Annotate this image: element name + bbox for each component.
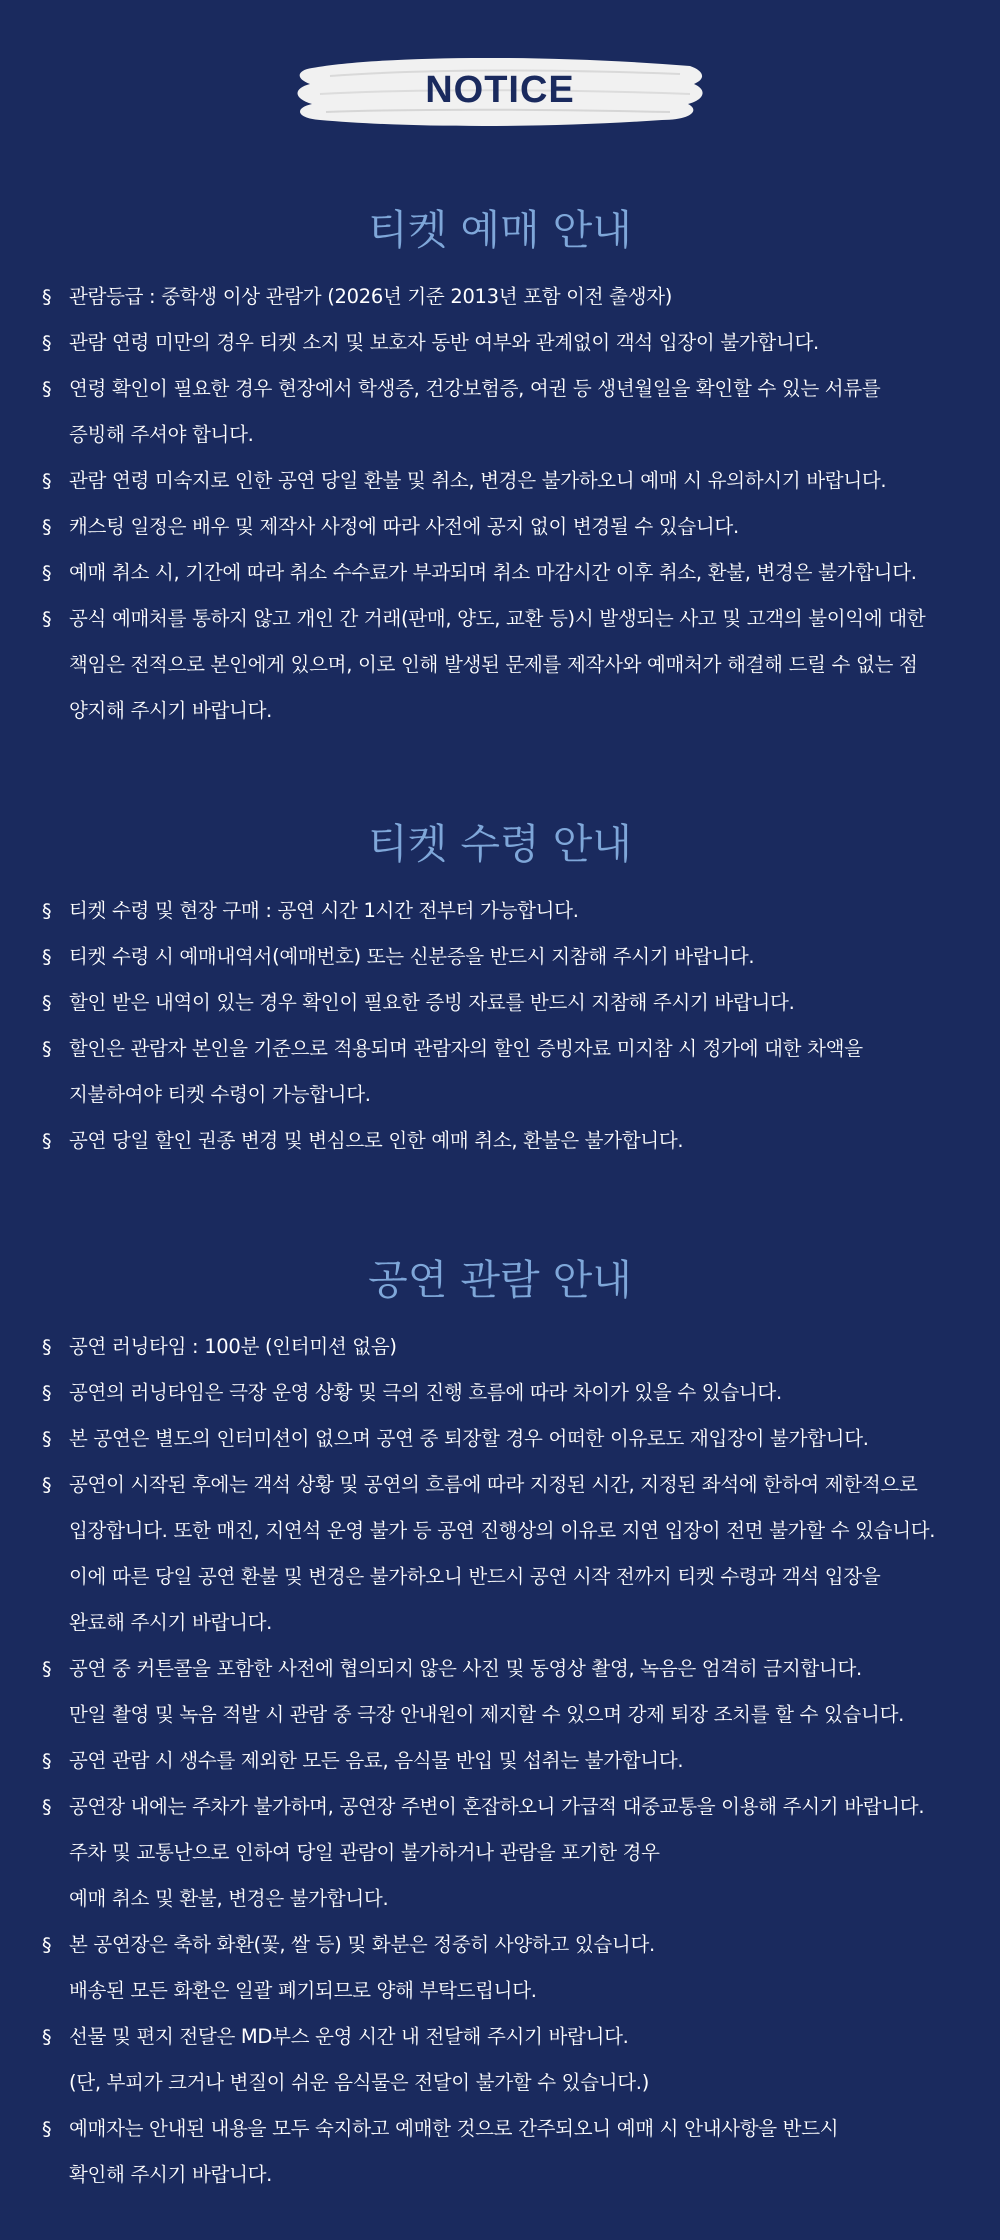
list-item: [0, 2106, 1000, 2198]
notice-list: [0, 888, 1000, 1164]
list-item: [0, 1118, 1000, 1164]
list-item-text: 티켓 수령 시 예매내역서(예매번호) 또는 신분증을 반드시 지참해 주시기 바랍니다.: [69, 945, 755, 968]
list-item: [0, 888, 1000, 934]
section-bullet-icon: §: [42, 608, 52, 630]
list-item-text: 예매자는 안내된 내용을 모두 숙지하고 예매한 것으로 간주되오니 예매 시 안내사항을 반드시 확인해 주시기 바랍니다.: [69, 2117, 839, 2186]
list-item: [0, 458, 1000, 504]
section-bullet-icon: §: [42, 1336, 52, 1358]
list-item-text: 관람등급 : 중학생 이상 관람가 (2026년 기준 2013년 포함 이전 출생자): [69, 285, 673, 308]
section-bullet-icon: §: [42, 1796, 52, 1818]
section-bullet-icon: §: [42, 1130, 52, 1152]
list-item-text: 공연이 시작된 후에는 객석 상황 및 공연의 흐름에 따라 지정된 시간, 지정된 좌석에 한하여 제한적으로 입장합니다. 또한 매진, 지연석 운영 불가 등 공연 진행상의 이유로 지연 입장이 전면 불가할 수 있습니다. 이에 따른 당일 공연 환불 및 변경은 불가하오니 반드시 공연 시작 전까지 티켓 수령과 객석 입장을 완료해 주시기 바랍니다.: [69, 1473, 936, 1634]
section-title: 공연 관람 안내: [368, 1256, 632, 1304]
list-item: [0, 320, 1000, 366]
section-bullet-icon: §: [42, 992, 52, 1014]
section-bullet-icon: §: [42, 562, 52, 584]
section-bullet-icon: §: [42, 332, 52, 354]
section-bullet-icon: §: [42, 2118, 52, 2140]
list-item-text: 공식 예매처를 통하지 않고 개인 간 거래(판매, 양도, 교환 등)시 발생되는 사고 및 고객의 불이익에 대한 책임은 전적으로 본인에게 있으며, 이로 인해 발생된 문제를 제작사와 예매처가 해결해 드릴 수 없는 점 양지해 주시기 바랍니다.: [69, 607, 926, 722]
section-bullet-icon: §: [42, 1038, 52, 1060]
section-bullet-icon: §: [42, 516, 52, 538]
list-item: [0, 1738, 1000, 1784]
list-item: [0, 934, 1000, 980]
section-bullet-icon: §: [42, 1428, 52, 1450]
section-bullet-icon: §: [42, 946, 52, 968]
section-bullet-icon: §: [42, 378, 52, 400]
list-item: [0, 550, 1000, 596]
list-item-text: 티켓 수령 및 현장 구매 : 공연 시간 1시간 전부터 가능합니다.: [69, 899, 579, 922]
section-bullet-icon: §: [42, 900, 52, 922]
list-item: [0, 1784, 1000, 1922]
list-item: [0, 2014, 1000, 2106]
list-item: [0, 1324, 1000, 1370]
section-ticket-pickup: [0, 814, 1000, 1164]
list-item-text: 선물 및 편지 전달은 MD부스 운영 시간 내 전달해 주시기 바랍니다. (단, 부피가 크거나 변질이 쉬운 음식물은 전달이 불가할 수 있습니다.): [69, 2025, 649, 2094]
section-ticket-booking: [0, 200, 1000, 734]
notice-title: NOTICE: [425, 68, 575, 111]
list-item-text: 공연 중 커튼콜을 포함한 사전에 협의되지 않은 사진 및 동영상 촬영, 녹음은 엄격히 금지합니다. 만일 촬영 및 녹음 적발 시 관람 중 극장 안내원이 제지할 수 있으며 강제 퇴장 조치를 할 수 있습니다.: [69, 1657, 905, 1726]
section-title: 티켓 수령 안내: [368, 820, 632, 868]
section-bullet-icon: §: [42, 1658, 52, 1680]
list-item-text: 할인 받은 내역이 있는 경우 확인이 필요한 증빙 자료를 반드시 지참해 주시기 바랍니다.: [69, 991, 795, 1014]
list-item-text: 본 공연장은 축하 화환(꽃, 쌀 등) 및 화분은 정중히 사양하고 있습니다. 배송된 모든 화환은 일괄 폐기되므로 양해 부탁드립니다.: [69, 1933, 655, 2002]
list-item: [0, 1922, 1000, 2014]
list-item-text: 캐스팅 일정은 배우 및 제작사 사정에 따라 사전에 공지 없이 변경될 수 있습니다.: [69, 515, 739, 538]
list-item-text: 공연 당일 할인 권종 변경 및 변심으로 인한 예매 취소, 환불은 불가합니다.: [69, 1129, 684, 1152]
section-bullet-icon: §: [42, 470, 52, 492]
list-item-text: 관람 연령 미숙지로 인한 공연 당일 환불 및 취소, 변경은 불가하오니 예매 시 유의하시기 바랍니다.: [69, 469, 887, 492]
list-item-text: 공연장 내에는 주차가 불가하며, 공연장 주변이 혼잡하오니 가급적 대중교통을 이용해 주시기 바랍니다. 주차 및 교통난으로 인하여 당일 관람이 불가하거나 관람을 포기한 경우 예매 취소 및 환불, 변경은 불가합니다.: [69, 1795, 925, 1910]
notice-banner: [290, 48, 710, 132]
section-bullet-icon: §: [42, 1750, 52, 1772]
list-item-text: 공연 러닝타임 : 100분 (인터미션 없음): [69, 1335, 397, 1358]
list-item: [0, 366, 1000, 458]
list-item: [0, 1646, 1000, 1738]
list-item: [0, 596, 1000, 734]
section-bullet-icon: §: [42, 286, 52, 308]
section-bullet-icon: §: [42, 1382, 52, 1404]
section-title: 티켓 예매 안내: [368, 206, 632, 254]
list-item: [0, 1416, 1000, 1462]
list-item-text: 예매 취소 시, 기간에 따라 취소 수수료가 부과되며 취소 마감시간 이후 취소, 환불, 변경은 불가합니다.: [69, 561, 917, 584]
list-item: [0, 1026, 1000, 1118]
section-bullet-icon: §: [42, 1474, 52, 1496]
list-item-text: 공연의 러닝타임은 극장 운영 상황 및 극의 진행 흐름에 따라 차이가 있을 수 있습니다.: [69, 1381, 782, 1404]
notice-list: [0, 1324, 1000, 2198]
list-item: [0, 1370, 1000, 1416]
section-bullet-icon: §: [42, 2026, 52, 2048]
list-item: [0, 1462, 1000, 1646]
list-item-text: 공연 관람 시 생수를 제외한 모든 음료, 음식물 반입 및 섭취는 불가합니다.: [69, 1749, 684, 1772]
list-item-text: 할인은 관람자 본인을 기준으로 적용되며 관람자의 할인 증빙자료 미지참 시 정가에 대한 차액을 지불하여야 티켓 수령이 가능합니다.: [69, 1037, 863, 1106]
section-viewing-guide: [0, 1250, 1000, 2198]
list-item-text: 본 공연은 별도의 인터미션이 없으며 공연 중 퇴장할 경우 어떠한 이유로도 재입장이 불가합니다.: [69, 1427, 869, 1450]
notice-list: [0, 274, 1000, 734]
list-item: [0, 504, 1000, 550]
list-item-text: 연령 확인이 필요한 경우 현장에서 학생증, 건강보험증, 여권 등 생년월일을 확인할 수 있는 서류를 증빙해 주셔야 합니다.: [69, 377, 881, 446]
list-item-text: 관람 연령 미만의 경우 티켓 소지 및 보호자 동반 여부와 관계없이 객석 입장이 불가합니다.: [69, 331, 819, 354]
section-bullet-icon: §: [42, 1934, 52, 1956]
list-item: [0, 274, 1000, 320]
list-item: [0, 980, 1000, 1026]
